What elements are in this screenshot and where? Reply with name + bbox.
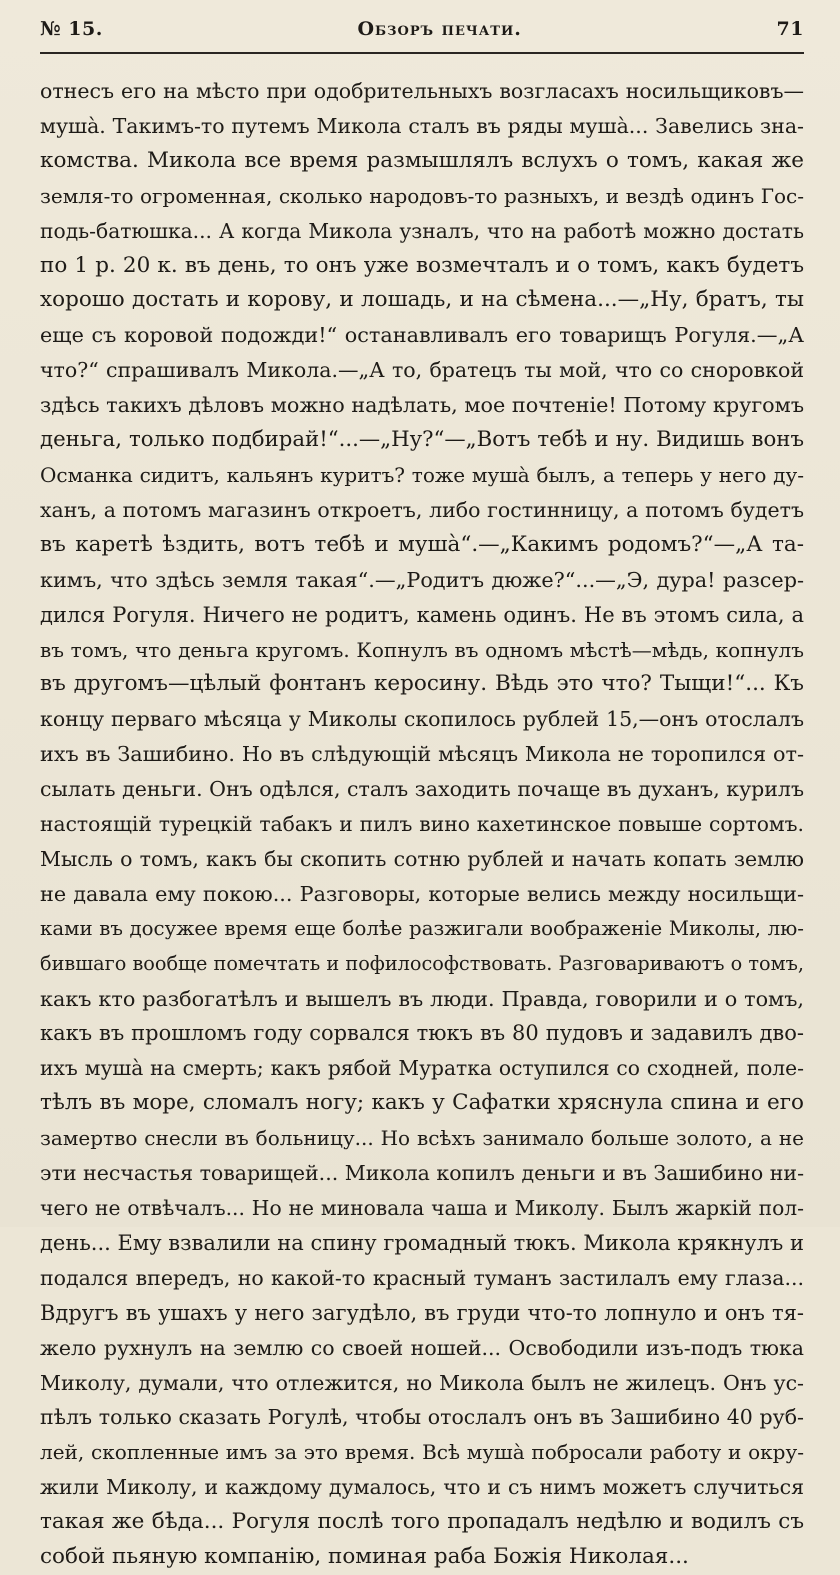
text-line: жело рухнулъ на землю со своей ношей... Освободили изъ-подъ тюка (40, 1335, 804, 1360)
text-line: земля-то огроменная, сколько народовъ-то разныхъ, и вездѣ одинъ Гос- (40, 183, 804, 208)
article-text (40, 74, 804, 1575)
text-line: по 1 р. 20 к. въ день, то онъ уже возмечталъ и о томъ, какъ будетъ (40, 252, 804, 278)
text-line: еще съ коровой подожди!“ останавливалъ его товарищъ Рогуля.—„А (40, 323, 804, 348)
text-line: въ другомъ—цѣлый фонтанъ керосину. Вѣдь это что? Тыщи!“... Къ (40, 671, 804, 697)
text-line: пѣлъ только сказать Рогулѣ, чтобы отослалъ онъ въ Зашибино 40 руб- (40, 1405, 804, 1430)
text-line: комства. Микола все время размышлялъ вслухъ о томъ, какая же (40, 147, 804, 173)
text-line: чего не отвѣчалъ... Но не миновала чаша и Миколу. Былъ жаркій пол- (40, 1196, 804, 1220)
page-header (40, 18, 804, 48)
section-title: Обзоръ печати. (357, 18, 522, 40)
text-line: настоящій турецкій табакъ и пилъ вино кахетинское повыше сортомъ. (40, 812, 804, 837)
text-line: деньга, только подбирай!“...—„Ну?“—„Вотъ тебѣ и ну. Видишь вонъ (40, 427, 804, 453)
text-line: лей, скопленные имъ за это время. Всѣ мушà побросали работу и окру- (40, 1440, 804, 1465)
text-line: отнесъ его на мѣсто при одобрительныхъ возгласахъ носильщиковъ— (40, 79, 804, 103)
text-line: ихъ мушà на смерть; какъ рябой Муратка оступился со сходней, поле- (40, 1056, 804, 1081)
page-number: 71 (776, 18, 804, 40)
text-line: ихъ въ Зашибино. Но въ слѣдующій мѣсяцъ Микола не торопился от- (40, 742, 804, 767)
text-line: что?“ спрашивалъ Микола.—„А то, братецъ ты мой, что со сноровкой (40, 358, 804, 383)
issue-number: № 15. (40, 18, 103, 40)
text-line: мушà. Такимъ-то путемъ Микола сталъ въ ряды мушà... Завелись зна- (40, 113, 804, 138)
text-line: такая же бѣда... Рогуля послѣ того пропадалъ недѣлю и водилъ съ (40, 1509, 804, 1535)
text-line: какъ кто разбогатѣлъ и вышелъ въ люди. Правда, говорили и о томъ, (40, 986, 804, 1011)
text-line: въ каретѣ ѣздить, вотъ тебѣ и мушà“.—„Какимъ родомъ?“—„А та- (40, 531, 804, 557)
text-line: хорошо достать и корову, и лошадь, и на сѣмена...—„Ну, братъ, ты (40, 287, 804, 313)
text-line: тѣлъ въ море, сломалъ ногу; какъ у Сафатки хряснула спина и его (40, 1090, 804, 1116)
text-line: въ томъ, что деньга кругомъ. Копнулъ въ одномъ мѣстѣ—мѣдь, копнулъ (40, 637, 804, 662)
text-line: концу перваго мѣсяца у Миколы скопилось рублей 15,—онъ отослалъ (40, 707, 804, 732)
text-line: Миколу, думали, что отлежится, но Микола былъ не жилецъ. Онъ ус- (40, 1370, 804, 1395)
text-line: какъ въ прошломъ году сорвался тюкъ въ 80 пудовъ и задавилъ дво- (40, 1021, 804, 1046)
text-line: замертво снесли въ больницу... Но всѣхъ занимало больше золото, а не (40, 1126, 804, 1151)
text-line: кимъ, что здѣсь земля такая“.—„Родитъ дюже?“...—„Э, дура! разсер- (40, 567, 804, 592)
text-line: не давала ему покою... Разговоры, которые велись между носильщи- (40, 881, 804, 906)
text-line: жили Миколу, и каждому думалось, что и съ нимъ можетъ случиться (40, 1475, 804, 1500)
text-line: ками въ досужее время еще болѣе разжигали воображеніе Миколы, лю- (40, 916, 804, 940)
text-line: день... Ему взвалили на спину громадный тюкъ. Микола крякнулъ и (40, 1230, 804, 1255)
text-line: дился Рогуля. Ничего не родитъ, камень одинъ. Не въ этомъ сила, а (40, 602, 804, 627)
text-line: собой пьяную компанію, поминая раба Божія Николая... (40, 1544, 689, 1570)
text-line: эти несчастья товарищей... Микола копилъ деньги и въ Зашибино ни- (40, 1161, 804, 1186)
text-line: подался впередъ, но какой-то красный туманъ застилалъ ему глаза... (40, 1265, 804, 1290)
text-line: сылать деньги. Онъ одѣлся, сталъ заходить почаще въ духанъ, курилъ (40, 777, 804, 802)
text-line: ханъ, а потомъ магазинъ откроетъ, либо гостинницу, а потомъ будетъ (40, 497, 804, 522)
text-line: Мысль о томъ, какъ бы скопить сотню рублей и начать копать землю (40, 846, 804, 871)
header-rule (40, 52, 804, 54)
text-line: бившаго вообще помечтать и пофилософствовать. Разговариваютъ о томъ, (40, 951, 804, 975)
text-line: подь-батюшка... А когда Микола узналъ, что на работѣ можно достать (40, 218, 804, 243)
text-line: здѣсь такихъ дѣловъ можно надѣлать, мое почтеніе! Потому кругомъ (40, 393, 805, 418)
text-line: Вдругъ въ ушахъ у него загудѣло, въ груди что-то лопнуло и онъ тя- (40, 1300, 804, 1325)
text-line: Османка сидитъ, кальянъ куритъ? тоже мушà былъ, а теперь у него ду- (40, 462, 804, 487)
